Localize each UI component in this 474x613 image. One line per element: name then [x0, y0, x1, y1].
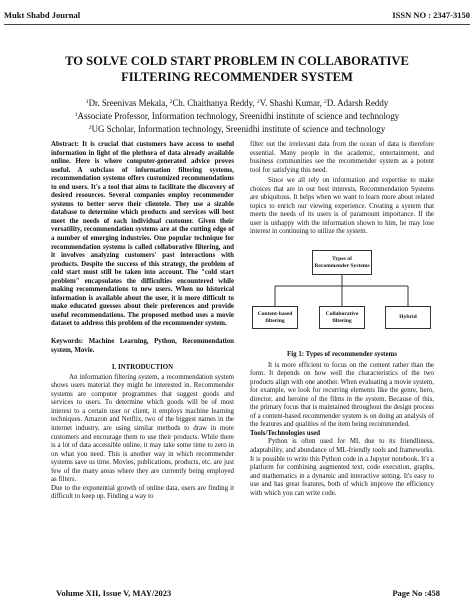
recommender-types-diagram [250, 242, 434, 348]
body-paragraph-1: filter out the irrelevant data from the ocean of data is therefore essential. Many people in the academic, entertainment, and business communities see the recommender system as a potent tool for satisfying this need. [250, 141, 434, 174]
right-column [250, 141, 434, 498]
author-names [20, 96, 454, 109]
issn: ISSN NO : 2347-3150 [392, 10, 470, 20]
affil-mark: 2 [324, 99, 327, 105]
journal-name: Mukt Shabd Journal [4, 10, 81, 20]
volume-issue: Volume XII, Issue V, MAY/2023 [56, 588, 172, 598]
page-number: Page No :458 [392, 588, 440, 598]
body-paragraph-2: Since we all rely on information and expertise to make choices that are in our best interests, Recommendation Systems are ubiquitous. It helps when we want to learn more about related topics to enrich our viewing experience. Creating a system that meets the needs of its users is of paramount importance. If the user is unhappy with the information shown to him, he may lose interest in continuing to utilize the system. [250, 177, 434, 236]
running-footer [56, 588, 440, 598]
author-3: V. Shashi Kumar, [259, 98, 325, 108]
title-line-2: FILTERING RECOMMENDER SYSTEM [121, 70, 353, 84]
body-paragraph-3: It is more efficient to focus on the content rather than the form. It depends on how well the characteristics of the two products align with one another. When evaluating a movie system, for example, we look for recurring elements like the genre, hero, director, and heroine of the films in the system. Because of this, the primary focus that is maintained throughout the design process of a content-based recommender system is on doing an analysis of the features and qualities of the item being recommended. [250, 361, 434, 429]
subheading-tools: Tools/Technologies used [250, 429, 321, 437]
affil-mark: 1 [74, 112, 78, 118]
abstract-label: Abstract: [51, 141, 79, 148]
keywords [51, 338, 234, 355]
header-rule [4, 24, 470, 25]
body-paragraph-4: Python is often used for ML due to its friendliness, adaptability, and abundance of ML-friendly tools and frameworks. It is possible to write this Python code in a Jupyter notebook. It's a platform for combining augmented text, code execution, graphs, and mathematics in a dynamic and interactive setting. It's easy to use and has great features, both of which improve the efficiency with which you can write code. [250, 438, 434, 497]
affil-mark: 2 [88, 125, 92, 131]
keywords-label: Keywords: [51, 338, 84, 346]
node-hybrid: Hybrid [385, 306, 431, 329]
author-2: Ch. Chaithanya Reddy, [172, 98, 257, 108]
abstract [51, 141, 234, 329]
author-block [20, 96, 454, 135]
keywords-text: Machine Learning, Python, Recommendation system, Movie. [51, 338, 234, 354]
intro-paragraph-1: An information filtering system, a recommendation system shows users material they might be interested in. Recommender systems are computer programmes that suggest goods and services to users. To determine which goods will be of most interest to a certain user or client, it employs machine learning techniques. Amazon and Netflix, two of the biggest names in the internet industry, are using similar methods to draw in more customers and encourage them to use their products. While there is a lot of data accessible online, it may take some time to zero in on what you need. This is another way in which recommender systems save us time. Movies, publications, products, etc. are just few of the many areas where they are currently being employed as filters. [51, 373, 234, 484]
intro-paragraph-2: Due to the exponential growth of online data, users are finding it difficult to keep up. Finding a way to [51, 484, 234, 501]
affil-mark: 2 [256, 99, 260, 105]
paper-title [20, 53, 454, 85]
running-header [4, 10, 470, 20]
affiliation-1 [20, 109, 454, 122]
abstract-text: It is crucial that customers have access to useful information in light of the plethora of data already available online. Here is where computer-generated advice proves useful. A subclass of information filtering systems, recommendation systems offers customized recommendations to end users. It's a tool that aims to facilitate the discovery of desired resources. Several companies employ recommender systems to better serve their clientele. They use a sizable database to determine which products and services will best meet the needs of each individual customer. Given their versatility, recommendation systems are at the cutting edge of a number of emerging industries. One popular technique for recommendation systems is called collaborative filtering, and it involves analyzing customers' past interactions with products. Despite the success of this strategy, the problem of cold start must still be taken into account. The "cold start problem" encapsulates the difficulties encountered while making recommendations to new users. When no historical information is available about the user, it is more difficult to make educated guesses about their preferences and provide useful recommendations. The proposed method uses a movie dataset to address this problem of the recommender system. [51, 141, 234, 328]
affiliation-2 [20, 122, 454, 135]
title-line-1: TO SOLVE COLD START PROBLEM IN COLLABORATIVE [65, 54, 409, 68]
node-content-based-filtering: Content-based filtering [252, 306, 298, 329]
node-collaborative-filtering: Collaborative filtering [319, 306, 365, 329]
affil-mark: 1 [85, 99, 89, 105]
author-1: Dr. Sreenivas Mekala, [88, 98, 170, 108]
node-types-of-recommender-systems: Types of Recommender Systems [312, 250, 372, 275]
affiliation-text: UG Scholar, Information technology, Sreenidhi institute of science and technology [91, 124, 386, 134]
affiliation-text: Associate Professor, Information technology, Sreenidhi institute of science and technology [77, 111, 400, 121]
affil-mark: 2 [169, 99, 173, 105]
left-column [51, 141, 234, 502]
section-heading-introduction: I. INTRODUCTION [111, 364, 174, 372]
author-4: D. Adarsh Reddy [326, 98, 389, 108]
figure-caption: Fig 1: Types of recommender systems [287, 351, 397, 359]
